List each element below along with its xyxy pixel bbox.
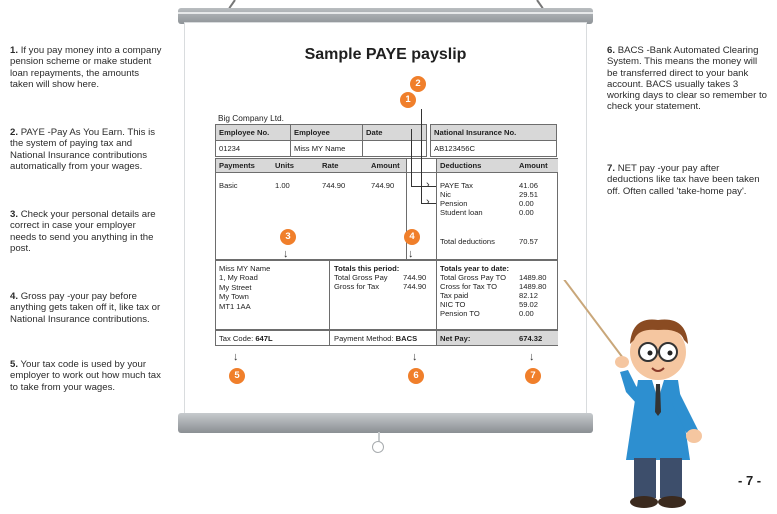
ytd-value: 82.12 bbox=[519, 291, 539, 300]
date-value bbox=[363, 141, 427, 157]
arrow-up-icon: ↓ bbox=[529, 351, 535, 363]
ytd-value: 0.00 bbox=[519, 309, 534, 318]
ytd-heading: Totals year to date: bbox=[440, 264, 510, 273]
payment-type: Basic bbox=[219, 181, 238, 190]
marker-6: 6 bbox=[408, 368, 424, 384]
arrow-right-icon: › bbox=[426, 179, 430, 191]
deduction-value: 0.00 bbox=[519, 199, 534, 208]
ytd-value: 1489.80 bbox=[519, 273, 547, 282]
arrow-down-icon: ↓ bbox=[408, 248, 414, 260]
pointer-line bbox=[411, 129, 412, 186]
ytd-label: Cross for Tax TO bbox=[440, 282, 497, 291]
deductions-heading: Deductions bbox=[440, 161, 482, 170]
ytd-label: NIC TO bbox=[440, 300, 466, 309]
period-label: Gross for Tax bbox=[334, 282, 380, 291]
col-ni-no: National Insurance No. bbox=[431, 125, 557, 141]
pointer-line bbox=[411, 186, 436, 187]
payment-method: Payment Method: BACS bbox=[334, 334, 418, 343]
marker-3: 3 bbox=[280, 229, 296, 245]
payments-deductions-box bbox=[215, 158, 558, 260]
page-number: - 7 - bbox=[738, 473, 762, 488]
pull-ring-icon bbox=[372, 441, 384, 453]
teacher-illustration bbox=[560, 280, 740, 514]
employee-no-value: 01234 bbox=[216, 141, 291, 157]
net-pay-label: Net Pay: bbox=[440, 334, 471, 343]
amount-heading: Amount bbox=[371, 161, 400, 170]
deduction-value: 0.00 bbox=[519, 208, 534, 217]
period-value: 744.90 bbox=[403, 282, 427, 291]
note-5: 5. Your tax code is used by your employer to work out how much tax to take from your wages. bbox=[10, 359, 161, 393]
arrow-up-icon: ↓ bbox=[233, 351, 239, 363]
screen-bottom-bar bbox=[178, 413, 593, 433]
total-deductions-value: 70.57 bbox=[519, 237, 539, 246]
ytd-label: Total Gross Pay TO bbox=[440, 273, 506, 282]
payslip-footer bbox=[215, 330, 558, 346]
col-employee-no: Employee No. bbox=[216, 125, 291, 141]
ytd-label: Tax paid bbox=[440, 291, 469, 300]
totals-box bbox=[215, 260, 558, 330]
note-3: 3. Check your personal details are correct in case your employer needs to send you anything in the post. bbox=[10, 209, 156, 254]
note-4: 4. Gross pay -your pay before anything gets taken off it, like tax or National Insurance contributions. bbox=[10, 291, 161, 325]
arrow-down-icon: ↓ bbox=[283, 248, 289, 260]
ytd-value: 59.02 bbox=[519, 300, 539, 309]
payslip-title: Sample PAYE payslip bbox=[304, 46, 467, 63]
col-employee: Employee bbox=[291, 125, 363, 141]
total-deductions-label: Total deductions bbox=[440, 237, 495, 246]
ni-no-value: AB123456C bbox=[431, 141, 557, 157]
rate-heading: Rate bbox=[322, 161, 339, 170]
payments-heading: Payments bbox=[219, 161, 255, 170]
note-1: 1. If you pay money into a company pension scheme or make student loan repayments, the amounts taken will show here. bbox=[10, 45, 162, 90]
pointer-stick-icon bbox=[560, 280, 626, 362]
company-name: Big Company Ltd. bbox=[218, 113, 284, 123]
arrow-up-icon: ↓ bbox=[412, 351, 418, 363]
marker-7: 7 bbox=[525, 368, 541, 384]
period-value: 744.90 bbox=[403, 273, 427, 282]
deduction-name: PAYE Tax bbox=[440, 181, 473, 190]
payment-amount: 744.90 bbox=[371, 181, 395, 190]
period-label: Total Gross Pay bbox=[334, 273, 388, 282]
note-2: 2. PAYE -Pay As You Earn. This is the system of paying tax and National Insurance contributions automatically from your wages. bbox=[10, 127, 156, 172]
net-pay-value: 674.32 bbox=[519, 334, 543, 343]
employee-name-value: Miss MY Name bbox=[291, 141, 363, 157]
marker-4: 4 bbox=[404, 229, 420, 245]
payment-rate: 744.90 bbox=[322, 181, 346, 190]
tax-code: Tax Code: 647L bbox=[219, 334, 273, 343]
deduction-amount-heading: Amount bbox=[519, 161, 548, 170]
ytd-value: 1489.80 bbox=[519, 282, 547, 291]
ytd-label: Pension TO bbox=[440, 309, 480, 318]
note-6: 6. BACS -Bank Automated Clearing System. This means the money will be transferred direct to your bank account. BACS usually takes 3 working days to clear so remember to check your statement. bbox=[607, 45, 767, 113]
deduction-name: Nic bbox=[440, 190, 451, 199]
units-heading: Units bbox=[275, 161, 294, 170]
col-date: Date bbox=[363, 125, 427, 141]
deduction-name: Pension bbox=[440, 199, 468, 208]
period-heading: Totals this period: bbox=[334, 264, 400, 273]
address-block: Miss MY Name 1, My Road My Street My Town MT1 1AA bbox=[219, 264, 271, 311]
marker-1: 1 bbox=[400, 92, 416, 108]
pointer-line bbox=[421, 109, 422, 203]
note-7: 7. NET pay -your pay after deductions like tax have been taken off. Often called 'take-home pay'. bbox=[607, 163, 760, 197]
deduction-name: Student loan bbox=[440, 208, 483, 217]
employee-details-table bbox=[215, 124, 557, 157]
deduction-value: 29.51 bbox=[519, 190, 539, 199]
arrow-right-icon: › bbox=[426, 196, 430, 208]
marker-5: 5 bbox=[229, 368, 245, 384]
marker-2: 2 bbox=[410, 76, 426, 92]
payment-units: 1.00 bbox=[275, 181, 290, 190]
deduction-value: 41.06 bbox=[519, 181, 539, 190]
